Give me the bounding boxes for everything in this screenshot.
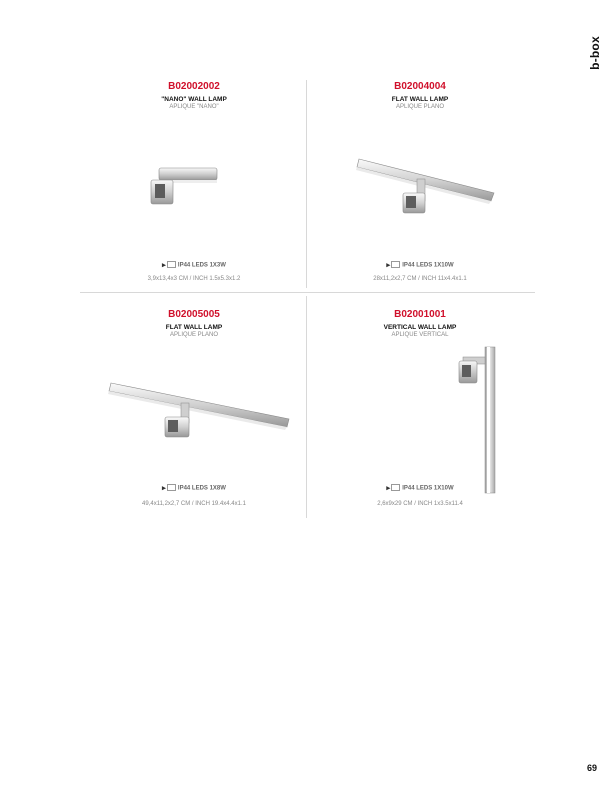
product-dimensions: 28x11,2x2,7 CM / INCH 11x4.4x1.1 xyxy=(373,276,467,282)
product-card xyxy=(307,81,533,291)
product-code: B02001001 xyxy=(394,309,446,320)
product-dimensions: 2,6x9x29 CM / INCH 1x3.5x11.4 xyxy=(377,501,463,507)
product-subname: APLIQUE "NANO" xyxy=(169,104,219,110)
product-subname: APLIQUE VERTICAL xyxy=(391,332,449,338)
product-card xyxy=(81,309,307,519)
product-name: FLAT WALL LAMP xyxy=(391,96,449,103)
product-image xyxy=(447,339,507,499)
product-dimensions: 49,4x11,2x2,7 CM / INCH 19.4x4.4x1.1 xyxy=(142,501,246,507)
product-spec xyxy=(81,484,307,492)
product-code: B02005005 xyxy=(168,309,220,320)
page-number: 69 xyxy=(586,763,597,773)
product-name: VERTICAL WALL LAMP xyxy=(383,324,457,331)
product-spec xyxy=(307,261,533,269)
product-name: FLAT WALL LAMP xyxy=(165,324,223,331)
product-code: B02002002 xyxy=(168,81,220,92)
triangle-right-icon: ▶ xyxy=(162,485,166,492)
product-subname: APLIQUE PLANO xyxy=(169,332,219,338)
brand-label: b-box xyxy=(588,36,602,70)
product-card xyxy=(307,309,533,519)
product-image xyxy=(339,131,509,241)
product-dimensions: 3,9x13,4x3 CM / INCH 1.5x5.3x1.2 xyxy=(147,276,241,282)
spec-text: IP44 LEDS 1X3W xyxy=(177,262,226,269)
product-code: B02004004 xyxy=(394,81,446,92)
lamp-box-icon xyxy=(391,261,400,268)
product-image xyxy=(101,357,301,467)
product-subname: APLIQUE PLANO xyxy=(395,104,445,110)
spec-text: IP44 LEDS 1X10W xyxy=(402,485,454,492)
lamp-box-icon xyxy=(167,261,176,268)
triangle-right-icon: ▶ xyxy=(386,485,391,492)
product-spec xyxy=(307,484,533,492)
product-name: "NANO" WALL LAMP xyxy=(161,96,227,103)
triangle-right-icon: ▶ xyxy=(386,262,391,269)
product-image xyxy=(121,136,261,236)
product-card xyxy=(81,81,307,291)
triangle-right-icon: ▶ xyxy=(162,262,166,269)
brand-logo xyxy=(585,28,605,78)
spec-text: IP44 LEDS 1X8W xyxy=(177,485,226,492)
lamp-box-icon xyxy=(167,484,176,491)
divider-horizontal xyxy=(80,292,535,293)
product-spec xyxy=(81,261,307,269)
spec-text: IP44 LEDS 1X10W xyxy=(402,262,454,269)
lamp-box-icon xyxy=(391,484,400,491)
